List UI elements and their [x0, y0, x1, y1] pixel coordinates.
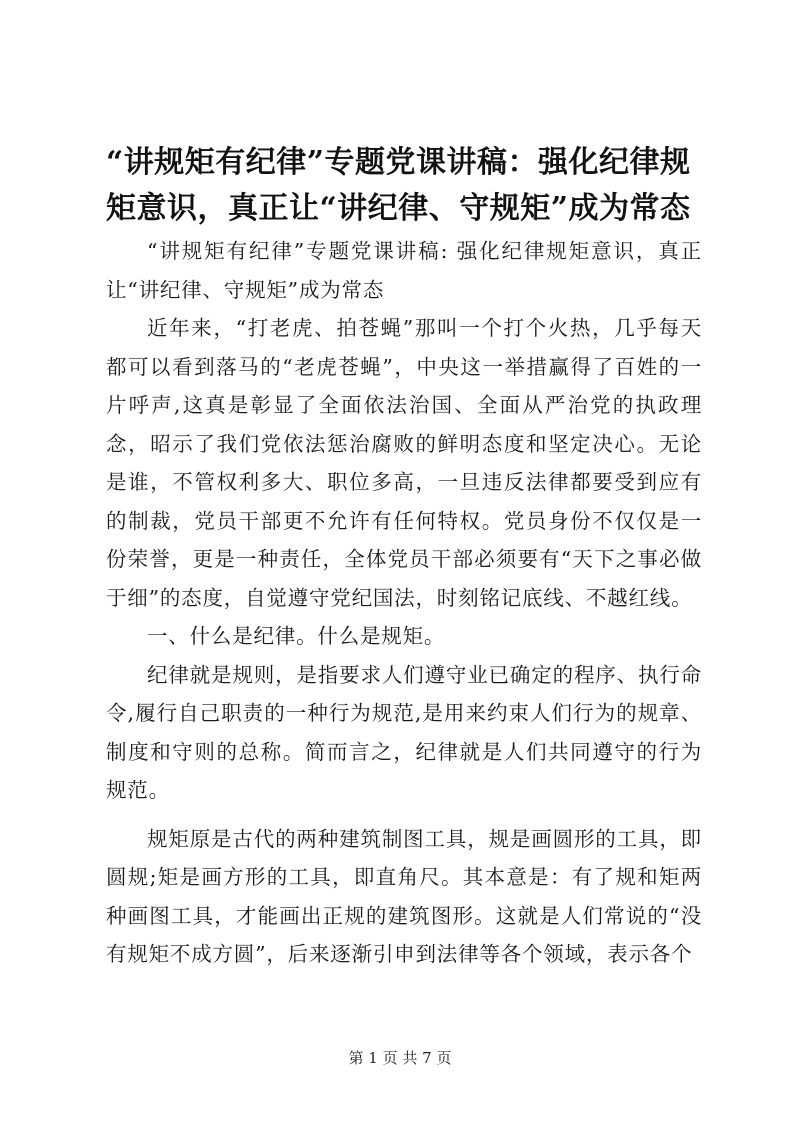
paragraph-intro: 近年来，“打老虎、拍苍蝇”那叫一个打个火热，几乎每天都可以看到落马的“老虎苍蝇”，中央这一举措赢得了百姓的一片呼声,这真是彰显了全面依法治国、全面从严治党的执政理念，昭示了我们党依法惩治腐败的鲜明态度和坚定决心。无论是谁，不管权利多大、职位多高，一旦违反法律都要受到应有的制裁，党员干部更不允许有任何特权。党员身份不仅仅是一份荣誉，更是一种责任，全体党员干部必须要有“天下之事必做于细”的态度，自觉遵守党纪国法，时刻铭记底线、不越红线。 [106, 316, 702, 610]
document-title: “讲规矩有纪律”专题党课讲稿：强化纪律规矩意识，真正让“讲纪律、守规矩”成为常态 [106, 145, 691, 226]
paragraph-subtitle: “讲规矩有纪律”专题党课讲稿: 强化纪律规矩意识，真正让“讲纪律、守规矩”成为常态 [106, 239, 702, 302]
section-heading-1: 一、什么是纪律。什么是规矩。 [147, 624, 446, 648]
paragraph-discipline: 纪律就是规则，是指要求人们遵守业已确定的程序、执行命令,履行自己职责的一种行为规范,是用来约束人们行为的规章、制度和守则的总称。简而言之，纪律就是人们共同遵守的行为规范。 [106, 662, 702, 802]
document-body [106, 232, 702, 974]
paragraph-rules: 规矩原是古代的两种建筑制图工具，规是画圆形的工具，即圆规;矩是画方形的工具，即直角尺。其本意是：有了规和矩两种画图工具，才能画出正规的建筑图形。这就是人们常说的“没有规矩不成方圆”，后来逐渐引申到法律等各个领域，表示各个 [106, 826, 702, 966]
page-number-footer: 第 1 页 共 7 页 [348, 1049, 452, 1067]
